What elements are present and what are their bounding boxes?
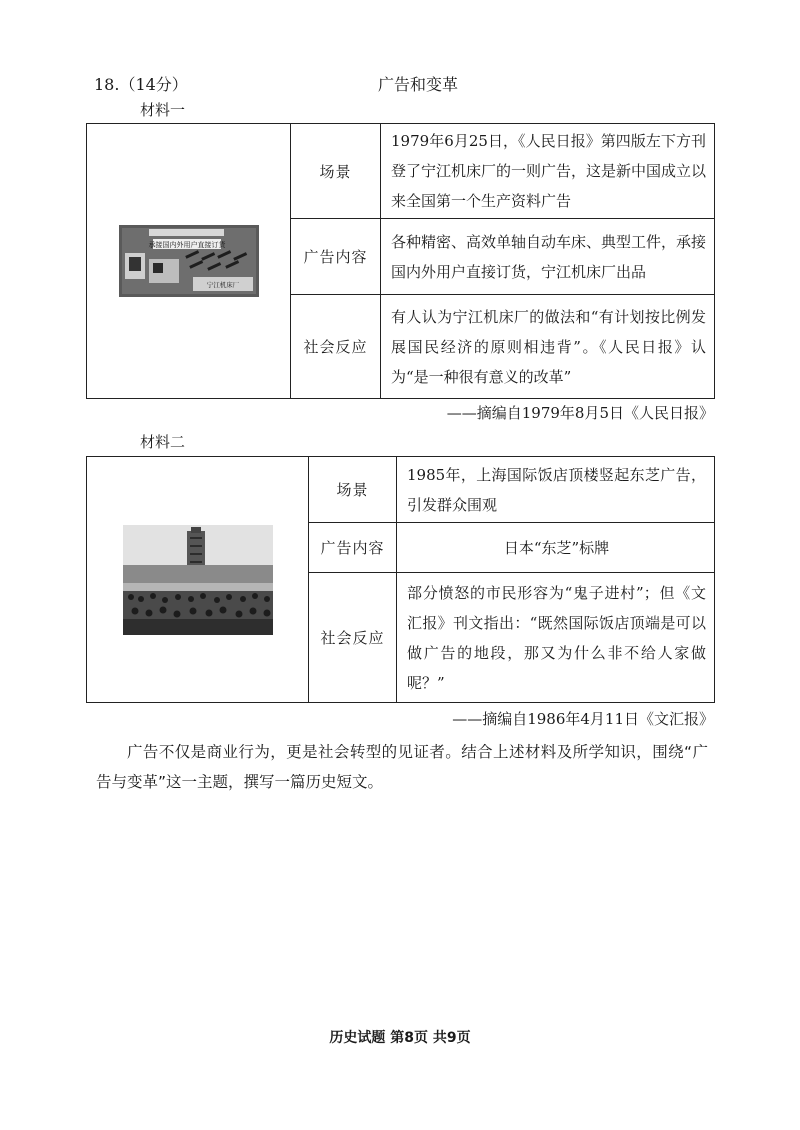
page-footer: 历史试题 第8页 共9页	[329, 1030, 471, 1046]
m1-label-scene: 场景	[291, 124, 381, 219]
m1-content-scene: 1979年6月25日，《人民日报》第四版左下方刊登了宁江机床厂的一则广告，这是新中国成立以来全国第一个生产资料广告	[381, 124, 715, 219]
m1-label-ad: 广告内容	[291, 219, 381, 295]
material1-label: 材料一	[140, 101, 186, 119]
material2-label: 材料二	[140, 433, 186, 451]
crowd-hotel-photo-icon	[123, 525, 273, 635]
material2-image-cell	[87, 457, 309, 703]
m2-label-reaction: 社会反应	[309, 573, 397, 703]
newspaper-ad-photo-icon	[119, 225, 259, 297]
ad-headline-text: 承接国内外用户直接订货	[148, 241, 225, 249]
m2-content-ad: 日本“东芝”标牌	[397, 523, 715, 573]
material2-source: ——摘编自1986年4月11日《文汇报》	[452, 710, 714, 728]
material1-table	[86, 123, 715, 399]
ad-factory-text: 宁江机床厂	[206, 281, 239, 289]
material1-image-cell	[87, 124, 291, 399]
m1-content-reaction: 有人认为宁江机床厂的做法和“有计划按比例发展国民经济的原则相违背”。《人民日报》认为“是一种很有意义的改革”	[381, 295, 715, 399]
material2-table	[86, 456, 715, 703]
m2-content-scene: 1985年，上海国际饭店顶楼竖起东芝广告，引发群众围观	[397, 457, 715, 523]
m2-label-scene: 场景	[309, 457, 397, 523]
m2-label-ad: 广告内容	[309, 523, 397, 573]
question-title: 广告和变革	[378, 75, 459, 94]
question-number: 18.（14分）	[94, 75, 188, 94]
question-prompt: 广告不仅是商业行为，更是社会转型的见证者。结合上述材料及所学知识，围绕“广告与变革”这一主题，撰写一篇历史短文。	[96, 743, 708, 791]
m1-label-reaction: 社会反应	[291, 295, 381, 399]
m2-content-reaction: 部分愤怒的市民形容为“鬼子进村”；但《文汇报》刊文指出：“既然国际饭店顶端是可以做广告的地段，那又为什么非不给人家做呢？”	[397, 573, 715, 703]
material1-source: ——摘编自1979年8月5日《人民日报》	[446, 404, 714, 422]
m1-content-ad: 各种精密、高效单轴自动车床、典型工件，承接国内外用户直接订货，宁江机床厂出品	[381, 219, 715, 295]
